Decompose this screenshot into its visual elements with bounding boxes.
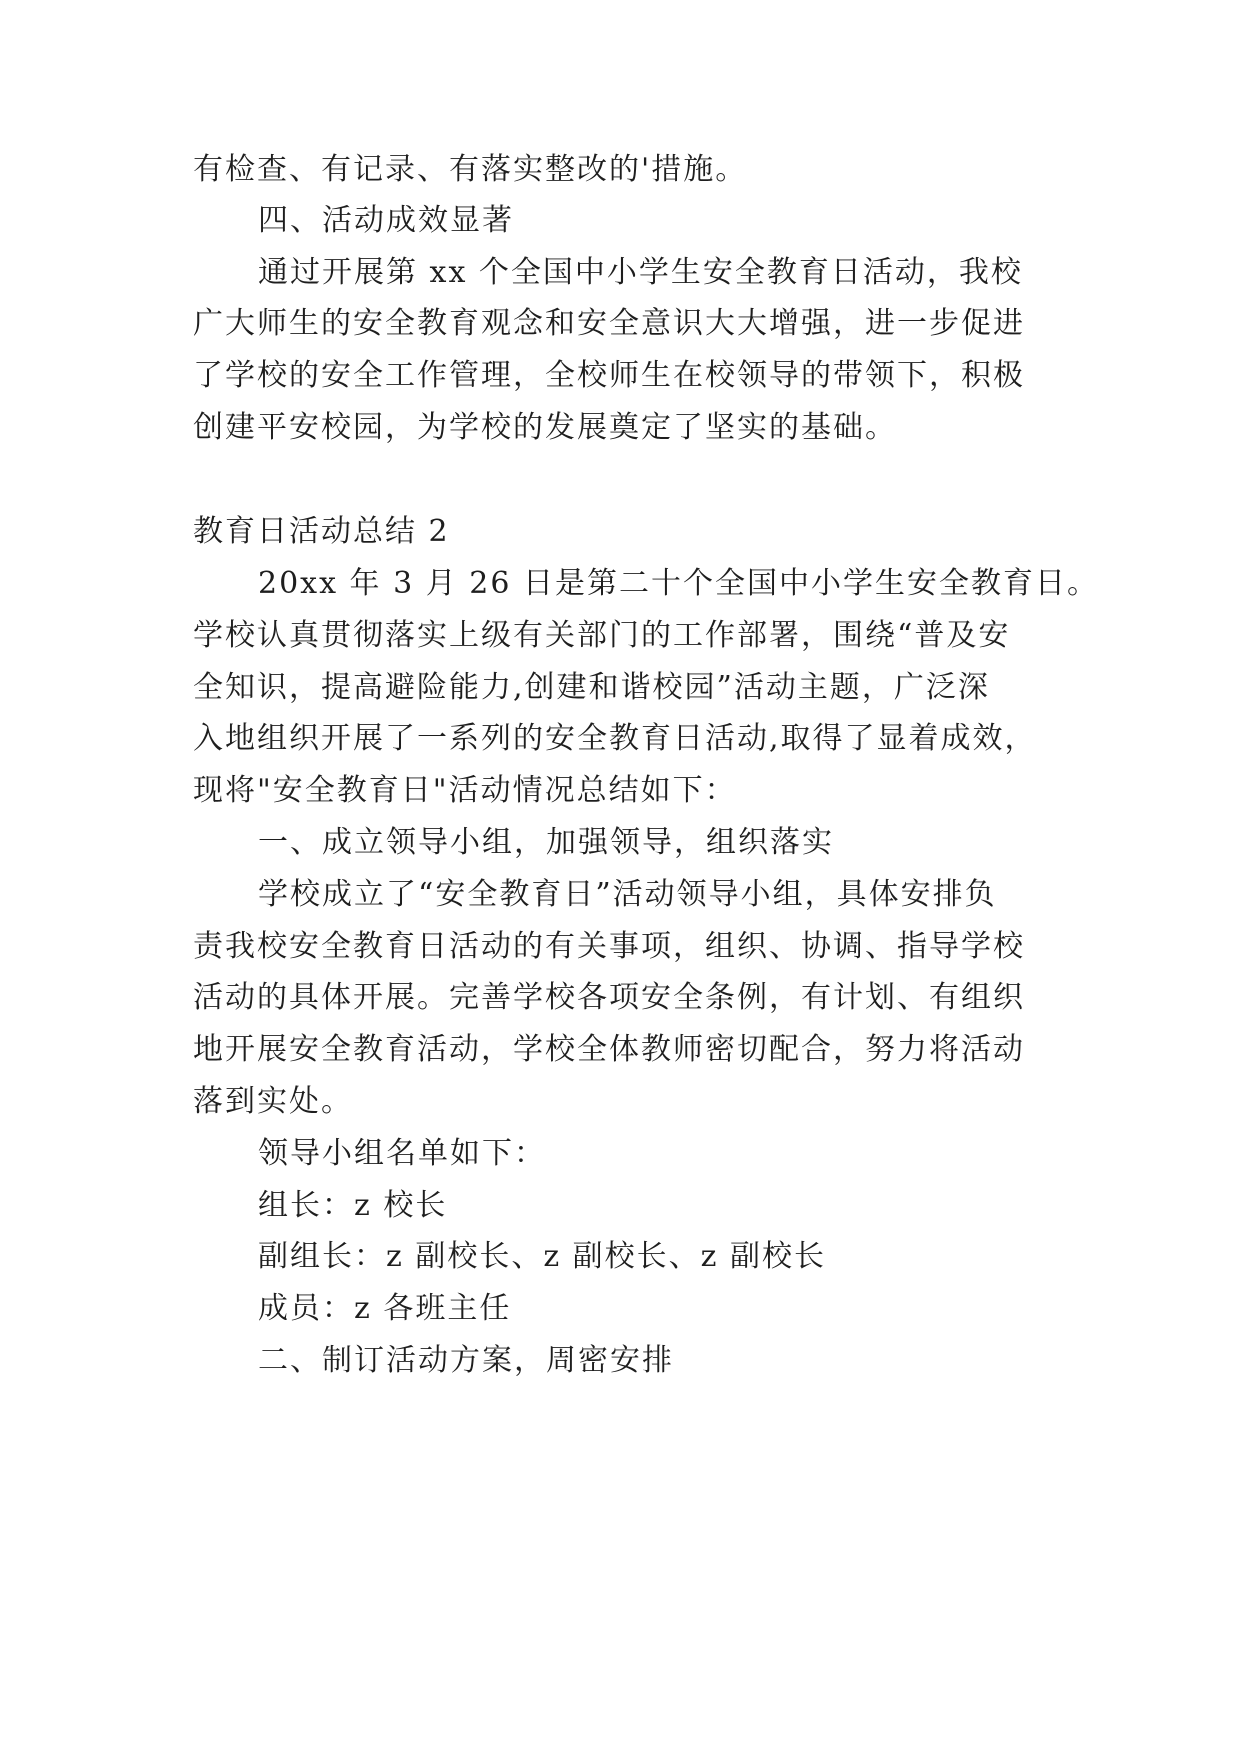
text-line: 现将"安全教育日"活动情况总结如下：	[193, 773, 737, 808]
text-line: 活动的具体开展。完善学校各项安全条例，有计划、有组织	[193, 980, 1025, 1015]
text-line: 20xx 年 3 月 26 日是第二十个全国中小学生安全教育日。	[258, 566, 1099, 601]
text-line: 组长：z 校长	[258, 1188, 448, 1223]
text-line: 有检查、有记录、有落实整改的'措施。	[193, 152, 748, 187]
section-heading: 四、活动成效显著	[258, 203, 514, 238]
text-line: 全知识，提高避险能力,创建和谐校园”活动主题，广泛深	[193, 670, 990, 705]
text-line: 落到实处。	[193, 1084, 353, 1119]
document-title: 教育日活动总结 2	[193, 514, 450, 549]
section-heading: 二、制订活动方案，周密安排	[258, 1343, 674, 1378]
text-line: 地开展安全教育活动，学校全体教师密切配合，努力将活动	[193, 1032, 1025, 1067]
text-line: 了学校的安全工作管理，全校师生在校领导的带领下，积极	[193, 358, 1025, 393]
text-line: 通过开展第 xx 个全国中小学生安全教育日活动，我校	[258, 255, 1023, 290]
text-line: 创建平安校园，为学校的发展奠定了坚实的基础。	[193, 410, 897, 445]
text-line: 成员：z 各班主任	[258, 1291, 512, 1326]
text-line: 责我校安全教育日活动的有关事项，组织、协调、指导学校	[193, 929, 1025, 964]
text-line: 副组长：z 副校长、z 副校长、z 副校长	[258, 1239, 827, 1274]
text-line: 领导小组名单如下：	[258, 1136, 546, 1171]
text-line: 入地组织开展了一系列的安全教育日活动,取得了显着成效，	[193, 721, 1037, 756]
text-line: 广大师生的安全教育观念和安全意识大大增强，进一步促进	[193, 306, 1025, 341]
section-heading: 一、成立领导小组，加强领导，组织落实	[258, 825, 834, 860]
text-line: 学校成立了“安全教育日”活动领导小组，具体安排负	[258, 877, 997, 912]
text-line: 学校认真贯彻落实上级有关部门的工作部署，围绕“普及安	[193, 618, 1011, 653]
